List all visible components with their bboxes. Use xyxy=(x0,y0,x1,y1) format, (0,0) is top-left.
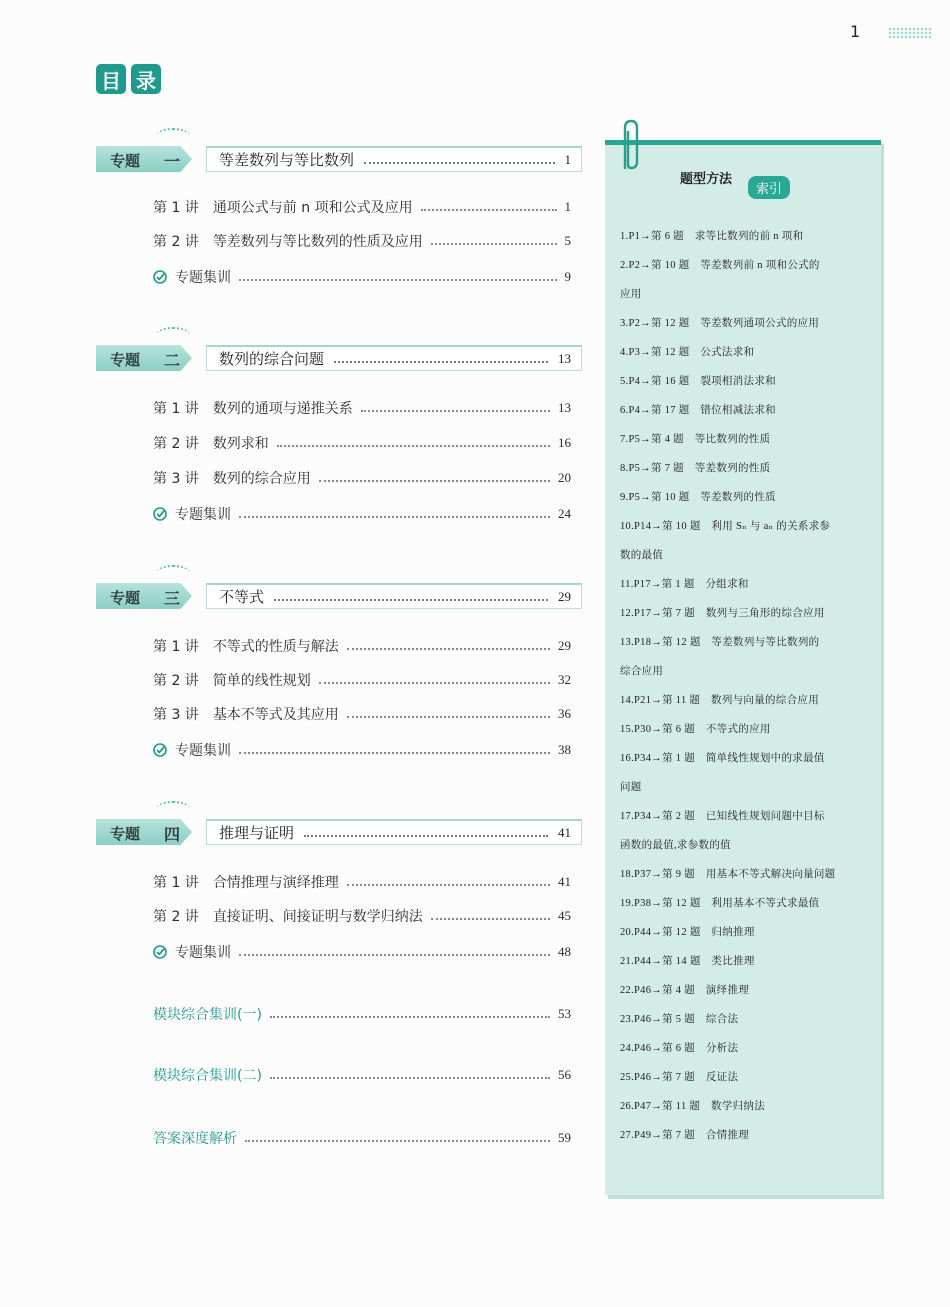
section-title-bar xyxy=(206,345,582,371)
toc-entry[interactable] xyxy=(153,636,571,656)
entry-page: 5 xyxy=(564,233,571,248)
toc-entry[interactable] xyxy=(153,468,571,488)
entry-page: 45 xyxy=(558,908,571,923)
section-label: 专题 xyxy=(110,825,141,843)
index-item[interactable]: 27.P49→第 7 题 合情推理 xyxy=(620,1130,750,1141)
lecture-number: 第 3 讲 xyxy=(153,471,199,487)
index-list xyxy=(620,222,864,1150)
check-circle-icon xyxy=(153,270,167,284)
section-number: 四 xyxy=(164,825,181,844)
entry-page: 24 xyxy=(558,506,571,521)
leader-dots xyxy=(421,209,557,211)
toc-entry[interactable] xyxy=(153,704,571,724)
index-item[interactable]: 18.P37→第 9 题 用基本不等式解决向量问题 xyxy=(620,869,836,880)
leader-dots xyxy=(239,516,550,518)
index-tag: 索引 xyxy=(748,176,790,199)
section-label: 专题 xyxy=(110,351,141,369)
index-item[interactable]: 21.P44→第 14 题 类比推理 xyxy=(620,956,755,967)
toc-entry[interactable] xyxy=(153,197,571,217)
index-item[interactable]: 16.P34→第 1 题 简单线性规划中的求最值 xyxy=(620,753,825,764)
check-circle-icon xyxy=(153,743,167,757)
leader-dots xyxy=(347,716,550,718)
leader-dots xyxy=(239,279,557,281)
entry-title: 通项公式与前 n 项和公式及应用 xyxy=(212,200,413,216)
index-item[interactable]: 9.P5→第 10 题 等差数列的性质 xyxy=(620,492,776,503)
toc-entry[interactable] xyxy=(153,872,571,892)
leader-dots xyxy=(304,835,548,837)
index-item[interactable]: 25.P46→第 7 题 反证法 xyxy=(620,1072,739,1083)
toc-entry-module[interactable] xyxy=(153,1004,571,1024)
section-title-bar xyxy=(206,146,582,172)
entry-title: 专题集训 xyxy=(175,507,231,523)
leader-dots xyxy=(319,682,550,684)
lecture-number: 第 1 讲 xyxy=(153,875,199,891)
entry-page: 53 xyxy=(558,1006,571,1021)
entry-page: 41 xyxy=(558,874,571,889)
toc-entry[interactable] xyxy=(153,398,571,418)
toc-entry[interactable] xyxy=(153,670,571,690)
leader-dots xyxy=(347,648,550,650)
toc-entry-answers[interactable] xyxy=(153,1128,571,1148)
toc-entry-training[interactable] xyxy=(153,267,571,287)
lecture-number: 第 2 讲 xyxy=(153,909,199,925)
entry-title: 数列求和 xyxy=(212,436,269,452)
dots-decoration xyxy=(888,27,932,39)
index-item[interactable]: 14.P21→第 11 题 数列与向量的综合应用 xyxy=(620,695,820,706)
leader-dots xyxy=(364,162,554,164)
index-item[interactable]: 8.P5→第 7 题 等差数列的性质 xyxy=(620,463,771,474)
entry-title: 专题集训 xyxy=(175,743,231,759)
section-page: 29 xyxy=(558,588,571,604)
title-char: 录 xyxy=(131,64,161,94)
page-title xyxy=(96,64,161,94)
entry-title: 等差数列与等比数列的性质及应用 xyxy=(212,234,423,250)
entry-page: 1 xyxy=(564,199,571,214)
index-title: 题型方法 xyxy=(680,172,733,187)
entry-title: 不等式的性质与解法 xyxy=(212,639,339,655)
section-header[interactable] xyxy=(96,341,584,373)
lecture-number: 第 3 讲 xyxy=(153,707,199,723)
section-title: 数列的综合问题 xyxy=(219,350,325,368)
entry-page: 56 xyxy=(558,1067,571,1082)
index-item[interactable]: 10.P14→第 10 题 利用 Sₙ 与 aₙ 的关系求参 xyxy=(620,521,831,532)
entry-title: 专题集训 xyxy=(175,945,231,961)
leader-dots xyxy=(270,1016,550,1018)
section-title-bar xyxy=(206,819,582,845)
section-number: 一 xyxy=(164,152,181,171)
section-label: 专题 xyxy=(110,589,141,607)
section-title: 等差数列与等比数列 xyxy=(219,151,355,169)
section-title: 不等式 xyxy=(219,588,265,606)
index-item[interactable]: 1.P1→第 6 题 求等比数列的前 n 项和 xyxy=(620,231,804,242)
index-item[interactable]: 15.P30→第 6 题 不等式的应用 xyxy=(620,724,771,735)
paperclip-icon xyxy=(617,118,645,174)
entry-title: 模块综合集训(二) xyxy=(153,1068,262,1084)
index-item[interactable]: 26.P47→第 11 题 数学归纳法 xyxy=(620,1101,766,1112)
toc-entry[interactable] xyxy=(153,906,571,926)
leader-dots xyxy=(347,884,550,886)
section-header[interactable] xyxy=(96,579,584,611)
leader-dots xyxy=(277,445,550,447)
lecture-number: 第 1 讲 xyxy=(153,639,199,655)
leader-dots xyxy=(334,361,548,363)
entry-page: 36 xyxy=(558,706,571,721)
entry-title: 数列的通项与递推关系 xyxy=(212,401,353,417)
entry-page: 13 xyxy=(558,400,571,415)
entry-title: 基本不等式及其应用 xyxy=(212,707,339,723)
leader-dots xyxy=(245,1140,550,1142)
toc-entry-module[interactable] xyxy=(153,1065,571,1085)
dotted-arc-decoration xyxy=(156,128,190,144)
leader-dots xyxy=(274,599,548,601)
index-item[interactable]: 综合应用 xyxy=(620,666,664,677)
section-header[interactable] xyxy=(96,142,584,174)
index-item[interactable]: 12.P17→第 7 题 数列与三角形的综合应用 xyxy=(620,608,825,619)
index-item[interactable]: 24.P46→第 6 题 分析法 xyxy=(620,1043,739,1054)
index-item[interactable]: 4.P3→第 12 题 公式法求和 xyxy=(620,347,755,358)
index-item[interactable]: 7.P5→第 4 题 等比数列的性质 xyxy=(620,434,771,445)
leader-dots xyxy=(431,243,557,245)
lecture-number: 第 2 讲 xyxy=(153,436,199,452)
entry-page: 20 xyxy=(558,470,571,485)
entry-title: 简单的线性规划 xyxy=(212,673,311,689)
section-number: 二 xyxy=(164,351,181,370)
check-circle-icon xyxy=(153,945,167,959)
index-item[interactable]: 17.P34→第 2 题 已知线性规划问题中目标 xyxy=(620,811,825,822)
section-number: 三 xyxy=(164,589,181,608)
entry-title: 答案深度解析 xyxy=(153,1131,237,1147)
entry-page: 9 xyxy=(564,269,571,284)
index-item[interactable]: 问题 xyxy=(620,782,642,793)
leader-dots xyxy=(239,752,550,754)
section-page: 1 xyxy=(564,151,571,167)
entry-page: 38 xyxy=(558,742,571,757)
section-label: 专题 xyxy=(110,152,141,170)
entry-page: 48 xyxy=(558,944,571,959)
index-item[interactable]: 13.P18→第 12 题 等差数列与等比数列的 xyxy=(620,637,820,648)
entry-title: 直接证明、间接证明与数学归纳法 xyxy=(212,909,423,925)
page-number: 1 xyxy=(850,22,861,41)
lecture-number: 第 2 讲 xyxy=(153,673,199,689)
index-item[interactable]: 应用 xyxy=(620,289,642,300)
toc-entry[interactable] xyxy=(153,433,571,453)
index-header xyxy=(680,168,783,197)
section-header[interactable] xyxy=(96,815,584,847)
entry-page: 32 xyxy=(558,672,571,687)
dotted-arc-decoration xyxy=(156,327,190,343)
dotted-arc-decoration xyxy=(156,801,190,817)
section-page: 13 xyxy=(558,350,571,366)
toc-entry-training[interactable] xyxy=(153,504,571,524)
leader-dots xyxy=(239,954,550,956)
lecture-number: 第 1 讲 xyxy=(153,401,199,417)
entry-page: 16 xyxy=(558,435,571,450)
leader-dots xyxy=(270,1077,550,1079)
entry-title: 专题集训 xyxy=(175,270,231,286)
leader-dots xyxy=(319,480,550,482)
dotted-arc-decoration xyxy=(156,565,190,581)
index-item[interactable]: 5.P4→第 16 题 裂项相消法求和 xyxy=(620,376,776,387)
entry-title: 合情推理与演绎推理 xyxy=(212,875,339,891)
toc-entry-training[interactable] xyxy=(153,740,571,760)
entry-page: 29 xyxy=(558,638,571,653)
lecture-number: 第 1 讲 xyxy=(153,200,199,216)
entry-title: 数列的综合应用 xyxy=(212,471,311,487)
index-item[interactable]: 数的最值 xyxy=(620,550,664,561)
index-item[interactable]: 19.P38→第 12 题 利用基本不等式求最值 xyxy=(620,898,820,909)
section-page: 41 xyxy=(558,824,571,840)
check-circle-icon xyxy=(153,507,167,521)
title-char: 目 xyxy=(96,64,126,94)
index-item[interactable]: 2.P2→第 10 题 等差数列前 n 项和公式的 xyxy=(620,260,820,271)
leader-dots xyxy=(431,918,550,920)
lecture-number: 第 2 讲 xyxy=(153,234,199,250)
section-title: 推理与证明 xyxy=(219,824,295,842)
index-item[interactable]: 6.P4→第 17 题 错位相减法求和 xyxy=(620,405,776,416)
index-item[interactable]: 3.P2→第 12 题 等差数列通项公式的应用 xyxy=(620,318,820,329)
entry-title: 模块综合集训(一) xyxy=(153,1007,262,1023)
index-item[interactable]: 23.P46→第 5 题 综合法 xyxy=(620,1014,739,1025)
toc-entry-training[interactable] xyxy=(153,942,571,962)
index-item[interactable]: 函数的最值,求参数的值 xyxy=(620,840,731,851)
index-item[interactable]: 11.P17→第 1 题 分组求和 xyxy=(620,579,749,590)
section-title-bar xyxy=(206,583,582,609)
entry-page: 59 xyxy=(558,1130,571,1145)
index-item[interactable]: 20.P44→第 12 题 归纳推理 xyxy=(620,927,755,938)
leader-dots xyxy=(361,410,550,412)
toc-entry[interactable] xyxy=(153,231,571,251)
index-item[interactable]: 22.P46→第 4 题 演绎推理 xyxy=(620,985,750,996)
